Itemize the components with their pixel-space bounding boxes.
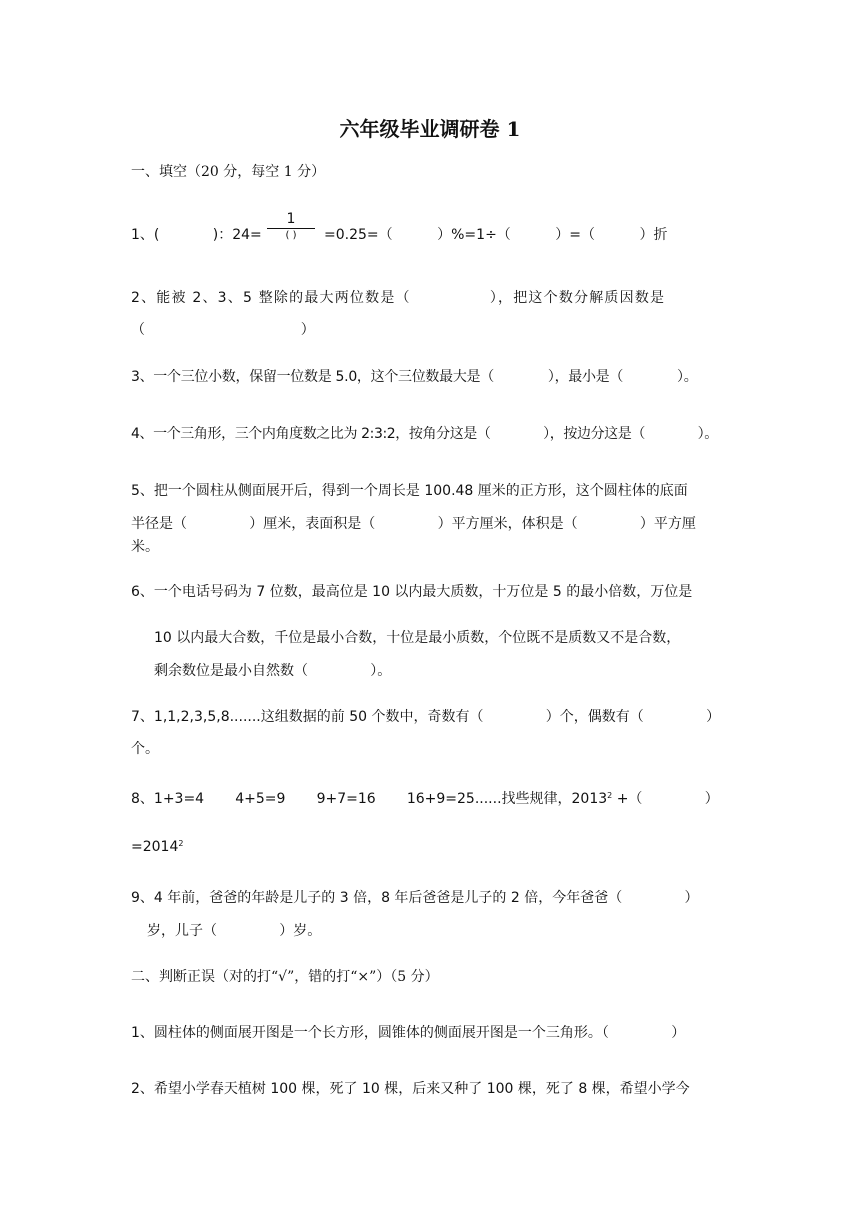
question-8-line-1-main: 8、1+3=4 4+5=9 9+7=16 16+9=25......找些规律，2013	[131, 791, 608, 807]
question-5-line-3: 米。	[131, 539, 159, 555]
question-4: 4、一个三角形，三个内角度数之比为 2:3:2，按角分这是（ ），按边分这是（ ）。	[131, 426, 718, 442]
question-7-line-1: 7、1,1,2,3,5,8.......这组数据的前 50 个数中，奇数有（ ）个，偶数有（ ）	[131, 709, 721, 725]
question-1-part-b: =0.25=（ ）%=1÷（ ）=（ ）折	[324, 227, 668, 243]
exponent: 2	[607, 791, 613, 800]
question-1-part-a: 1、( )：24=	[131, 227, 262, 243]
question-5-line-1: 5、把一个圆柱从侧面展开后，得到一个周长是 100.48 厘米的正方形，这个圆柱体的底面	[131, 483, 688, 499]
question-2-line-2: （ ）	[131, 322, 315, 338]
true-false-question-1: 1、圆柱体的侧面展开图是一个长方形，圆锥体的侧面展开图是一个三角形。（ ）	[131, 1025, 686, 1041]
question-8-line-1	[131, 787, 719, 808]
page-title: 六年级毕业调研卷 1	[339, 117, 521, 141]
question-6-line-3: 剩余数位是最小自然数（ ）。	[154, 663, 392, 679]
question-5-line-2: 半径是（ ）厘米，表面积是（ ）平方厘米，体积是（ ）平方厘	[131, 516, 696, 532]
question-8-line-2	[131, 835, 183, 856]
question-3: 3、一个三位小数，保留一位数是 5.0，这个三位数最大是（ ），最小是（ ）。	[131, 369, 698, 385]
question-6-line-2: 10 以内最大合数，千位是最小合数，十位是最小质数，个位既不是质数又不是合数，	[154, 630, 681, 646]
section-heading-true-false: 二、判断正误（对的打“√”，错的打“×”）（5 分）	[131, 969, 439, 985]
question-9-line-2: 岁，儿子（ ）岁。	[147, 923, 322, 939]
fraction-numerator: 1	[286, 211, 296, 227]
question-6-line-1: 6、一个电话号码为 7 位数，最高位是 10 以内最大质数，十万位是 5 的最小倍数，万位是	[131, 584, 693, 600]
question-9-line-1: 9、4 年前，爸爸的年龄是儿子的 3 倍，8 年后爸爸是儿子的 2 倍，今年爸爸（ ）	[131, 890, 699, 906]
question-8-line-1-tail: +（ ）	[612, 791, 719, 807]
true-false-question-2: 2、希望小学春天植树 100 棵，死了 10 棵，后来又种了 100 棵，死了 8 棵，希望小学今	[131, 1081, 690, 1097]
fraction-denominator: ( )	[285, 230, 297, 241]
fraction	[267, 211, 315, 242]
question-7-line-2: 个。	[131, 741, 159, 757]
exponent: 2	[178, 839, 184, 848]
question-8-line-2-main: =2014	[131, 839, 179, 855]
question-2-line-1: 2、能被 2、3、5 整除的最大两位数是（ ），把这个数分解质因数是	[131, 290, 666, 306]
section-heading-fill-blank: 一、填空（20 分，每空 1 分）	[131, 164, 326, 180]
fraction-bar	[267, 228, 315, 229]
